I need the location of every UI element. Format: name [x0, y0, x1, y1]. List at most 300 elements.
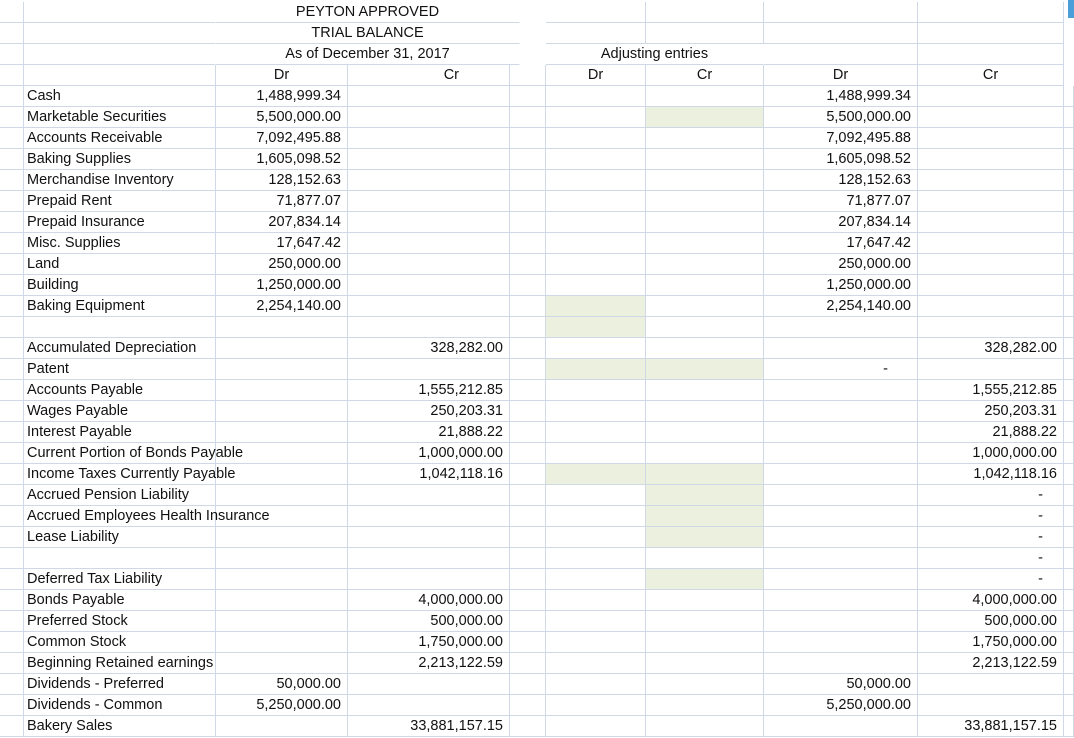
account-name-cell[interactable]: Interest Payable: [24, 422, 216, 443]
atb-cr-cell[interactable]: [918, 86, 1064, 107]
adj-cr-header[interactable]: Cr: [646, 65, 764, 86]
tb-dr-cell[interactable]: [216, 338, 348, 359]
report-date[interactable]: As of December 31, 2017: [216, 44, 520, 65]
tb-dr-cell[interactable]: 1,250,000.00: [216, 275, 348, 296]
adj-dr-cell[interactable]: [546, 170, 646, 191]
atb-dr-cell[interactable]: 1,605,098.52: [764, 149, 918, 170]
account-name-cell[interactable]: [24, 317, 216, 338]
atb-dr-cell[interactable]: 5,500,000.00: [764, 107, 918, 128]
adj-cr-cell[interactable]: [646, 548, 764, 569]
tb-cr-cell[interactable]: [348, 86, 510, 107]
adj-dr-cell[interactable]: [546, 380, 646, 401]
grid-cell[interactable]: [0, 107, 24, 128]
account-name-cell[interactable]: Patent: [24, 359, 216, 380]
grid-cell[interactable]: [0, 611, 24, 632]
grid-cell[interactable]: [1064, 611, 1074, 632]
atb-dr-cell[interactable]: [764, 548, 918, 569]
grid-cell[interactable]: [510, 170, 546, 191]
grid-cell[interactable]: [510, 191, 546, 212]
grid-cell[interactable]: [0, 149, 24, 170]
atb-dr-cell[interactable]: [764, 527, 918, 548]
adj-dr-cell[interactable]: [546, 191, 646, 212]
adj-cr-cell[interactable]: [646, 401, 764, 422]
grid-cell[interactable]: [0, 674, 24, 695]
atb-dr-cell[interactable]: [764, 401, 918, 422]
tb-dr-cell[interactable]: [216, 632, 348, 653]
tb-dr-cell[interactable]: 17,647.42: [216, 233, 348, 254]
account-name-cell[interactable]: Baking Supplies: [24, 149, 216, 170]
account-name-cell[interactable]: Dividends - Preferred: [24, 674, 216, 695]
grid-cell[interactable]: [1064, 338, 1074, 359]
atb-cr-cell[interactable]: [918, 233, 1064, 254]
grid-cell[interactable]: [1064, 632, 1074, 653]
grid-cell[interactable]: [1064, 191, 1074, 212]
adj-dr-cell[interactable]: [546, 695, 646, 716]
grid-cell[interactable]: [1064, 212, 1074, 233]
grid-cell[interactable]: [510, 485, 546, 506]
tb-dr-cell[interactable]: 128,152.63: [216, 170, 348, 191]
account-name-cell[interactable]: Income Taxes Currently Payable: [24, 464, 216, 485]
account-name-cell[interactable]: Merchandise Inventory: [24, 170, 216, 191]
grid-cell[interactable]: [0, 695, 24, 716]
atb-dr-cell[interactable]: [764, 569, 918, 590]
adj-dr-cell[interactable]: [546, 443, 646, 464]
adj-dr-cell[interactable]: [546, 716, 646, 737]
atb-cr-cell[interactable]: 4,000,000.00: [918, 590, 1064, 611]
account-name-cell[interactable]: Preferred Stock: [24, 611, 216, 632]
tb-cr-cell[interactable]: 4,000,000.00: [348, 590, 510, 611]
adj-dr-cell[interactable]: [546, 653, 646, 674]
adj-dr-cell[interactable]: [546, 464, 646, 485]
account-name-cell[interactable]: [24, 548, 216, 569]
atb-dr-cell[interactable]: 50,000.00: [764, 674, 918, 695]
grid-cell[interactable]: [0, 212, 24, 233]
tb-cr-cell[interactable]: [348, 569, 510, 590]
tb-cr-cell[interactable]: 33,881,157.15: [348, 716, 510, 737]
atb-dr-cell[interactable]: 1,250,000.00: [764, 275, 918, 296]
account-name-cell[interactable]: Cash: [24, 86, 216, 107]
atb-dr-cell[interactable]: [764, 590, 918, 611]
tb-cr-cell[interactable]: [348, 212, 510, 233]
atb-dr-cell[interactable]: [764, 485, 918, 506]
adj-cr-cell[interactable]: [646, 590, 764, 611]
grid-cell[interactable]: [0, 443, 24, 464]
atb-dr-cell[interactable]: 7,092,495.88: [764, 128, 918, 149]
grid-cell[interactable]: [0, 170, 24, 191]
tb-dr-cell[interactable]: [216, 401, 348, 422]
adj-dr-cell[interactable]: [546, 401, 646, 422]
grid-cell[interactable]: [510, 338, 546, 359]
tb-cr-cell[interactable]: 2,213,122.59: [348, 653, 510, 674]
tb-cr-cell[interactable]: 1,000,000.00: [348, 443, 510, 464]
adj-cr-cell[interactable]: [646, 653, 764, 674]
atb-cr-cell[interactable]: [918, 674, 1064, 695]
adj-cr-cell[interactable]: [646, 107, 764, 128]
adj-cr-cell[interactable]: [646, 506, 764, 527]
tb-cr-cell[interactable]: [348, 317, 510, 338]
atb-cr-cell[interactable]: 328,282.00: [918, 338, 1064, 359]
tb-cr-cell[interactable]: 328,282.00: [348, 338, 510, 359]
adj-dr-cell[interactable]: [546, 254, 646, 275]
grid-cell[interactable]: [0, 527, 24, 548]
grid-cell[interactable]: [510, 569, 546, 590]
tb-dr-cell[interactable]: [216, 359, 348, 380]
tb-dr-cell[interactable]: [216, 422, 348, 443]
tb-dr-cell[interactable]: [216, 380, 348, 401]
adj-cr-cell[interactable]: [646, 170, 764, 191]
grid-cell[interactable]: [0, 548, 24, 569]
tb-dr-cell[interactable]: 5,250,000.00: [216, 695, 348, 716]
account-name-cell[interactable]: Current Portion of Bonds Payable: [24, 443, 216, 464]
grid-cell[interactable]: [1064, 590, 1074, 611]
adj-cr-cell[interactable]: [646, 254, 764, 275]
grid-cell[interactable]: [510, 590, 546, 611]
grid-cell[interactable]: [510, 506, 546, 527]
tb-cr-header[interactable]: Cr: [348, 65, 510, 86]
grid-cell[interactable]: [1064, 86, 1074, 107]
account-name-cell[interactable]: Accounts Payable: [24, 380, 216, 401]
tb-cr-cell[interactable]: 21,888.22: [348, 422, 510, 443]
adj-dr-cell[interactable]: [546, 569, 646, 590]
adj-cr-cell[interactable]: [646, 464, 764, 485]
grid-cell[interactable]: [1064, 170, 1074, 191]
tb-dr-cell[interactable]: 50,000.00: [216, 674, 348, 695]
tb-dr-cell[interactable]: [216, 653, 348, 674]
adjusting-entries-header[interactable]: Adjusting entries: [546, 44, 764, 65]
adj-dr-cell[interactable]: [546, 359, 646, 380]
adj-dr-cell[interactable]: [546, 611, 646, 632]
grid-cell[interactable]: [0, 590, 24, 611]
atb-dr-cell[interactable]: 128,152.63: [764, 170, 918, 191]
adj-cr-cell[interactable]: [646, 149, 764, 170]
grid-cell[interactable]: [24, 65, 216, 86]
grid-cell[interactable]: [1064, 443, 1074, 464]
tb-cr-cell[interactable]: [348, 485, 510, 506]
tb-cr-cell[interactable]: 250,203.31: [348, 401, 510, 422]
adj-dr-cell[interactable]: [546, 275, 646, 296]
atb-cr-cell[interactable]: 21,888.22: [918, 422, 1064, 443]
tb-dr-cell[interactable]: 250,000.00: [216, 254, 348, 275]
grid-cell[interactable]: [1064, 653, 1074, 674]
atb-dr-cell[interactable]: [764, 506, 918, 527]
grid-cell[interactable]: [510, 380, 546, 401]
grid-cell[interactable]: [0, 2, 24, 23]
grid-cell[interactable]: [24, 23, 216, 44]
grid-cell[interactable]: [510, 674, 546, 695]
atb-cr-cell[interactable]: -: [918, 485, 1064, 506]
account-name-cell[interactable]: Marketable Securities: [24, 107, 216, 128]
grid-cell[interactable]: [918, 2, 1064, 23]
atb-dr-cell[interactable]: [764, 443, 918, 464]
tb-cr-cell[interactable]: [348, 296, 510, 317]
grid-cell[interactable]: [510, 128, 546, 149]
atb-cr-cell[interactable]: 33,881,157.15: [918, 716, 1064, 737]
grid-cell[interactable]: [1064, 569, 1074, 590]
grid-cell[interactable]: [0, 401, 24, 422]
adj-cr-cell[interactable]: [646, 86, 764, 107]
atb-cr-cell[interactable]: [918, 317, 1064, 338]
grid-cell[interactable]: [1064, 107, 1074, 128]
atb-dr-cell[interactable]: [764, 653, 918, 674]
grid-cell[interactable]: [1064, 485, 1074, 506]
grid-cell[interactable]: [510, 317, 546, 338]
adj-dr-cell[interactable]: [546, 548, 646, 569]
grid-cell[interactable]: [646, 23, 764, 44]
atb-cr-cell[interactable]: [918, 695, 1064, 716]
grid-cell[interactable]: [510, 275, 546, 296]
grid-cell[interactable]: [0, 380, 24, 401]
adj-cr-cell[interactable]: [646, 338, 764, 359]
grid-cell[interactable]: [0, 317, 24, 338]
grid-cell[interactable]: [510, 422, 546, 443]
grid-cell[interactable]: [0, 338, 24, 359]
account-name-cell[interactable]: Accounts Receivable: [24, 128, 216, 149]
grid-cell[interactable]: [0, 464, 24, 485]
adj-dr-cell[interactable]: [546, 86, 646, 107]
grid-cell[interactable]: [510, 548, 546, 569]
tb-cr-cell[interactable]: [348, 107, 510, 128]
tb-dr-cell[interactable]: 7,092,495.88: [216, 128, 348, 149]
grid-cell[interactable]: [1064, 674, 1074, 695]
grid-cell[interactable]: [510, 632, 546, 653]
grid-cell[interactable]: [24, 2, 216, 23]
atb-dr-cell[interactable]: [764, 317, 918, 338]
atb-dr-cell[interactable]: 207,834.14: [764, 212, 918, 233]
grid-cell[interactable]: [0, 485, 24, 506]
account-name-cell[interactable]: Prepaid Insurance: [24, 212, 216, 233]
grid-cell[interactable]: [1064, 422, 1074, 443]
grid-cell[interactable]: [918, 44, 1064, 65]
adj-dr-cell[interactable]: [546, 212, 646, 233]
adj-dr-cell[interactable]: [546, 317, 646, 338]
tb-cr-cell[interactable]: 1,555,212.85: [348, 380, 510, 401]
grid-cell[interactable]: [1064, 359, 1074, 380]
atb-cr-header[interactable]: Cr: [918, 65, 1064, 86]
account-name-cell[interactable]: Misc. Supplies: [24, 233, 216, 254]
grid-cell[interactable]: [1064, 716, 1074, 737]
adj-dr-cell[interactable]: [546, 527, 646, 548]
atb-dr-cell[interactable]: 71,877.07: [764, 191, 918, 212]
account-name-cell[interactable]: Beginning Retained earnings: [24, 653, 216, 674]
atb-cr-cell[interactable]: [918, 296, 1064, 317]
atb-cr-cell[interactable]: 250,203.31: [918, 401, 1064, 422]
grid-cell[interactable]: [510, 296, 546, 317]
adj-dr-cell[interactable]: [546, 422, 646, 443]
grid-cell[interactable]: [0, 191, 24, 212]
tb-cr-cell[interactable]: [348, 275, 510, 296]
grid-cell[interactable]: [546, 2, 646, 23]
grid-cell[interactable]: [0, 569, 24, 590]
atb-dr-cell[interactable]: [764, 632, 918, 653]
adj-cr-cell[interactable]: [646, 716, 764, 737]
company-title[interactable]: PEYTON APPROVED: [216, 2, 520, 23]
account-name-cell[interactable]: Deferred Tax Liability: [24, 569, 216, 590]
atb-cr-cell[interactable]: -: [918, 548, 1064, 569]
account-name-cell[interactable]: Accumulated Depreciation: [24, 338, 216, 359]
grid-cell[interactable]: [1064, 527, 1074, 548]
atb-cr-cell[interactable]: [918, 149, 1064, 170]
adj-dr-cell[interactable]: [546, 674, 646, 695]
adj-dr-cell[interactable]: [546, 506, 646, 527]
grid-cell[interactable]: [0, 632, 24, 653]
tb-dr-cell[interactable]: [216, 317, 348, 338]
grid-cell[interactable]: [0, 296, 24, 317]
tb-dr-cell[interactable]: 71,877.07: [216, 191, 348, 212]
grid-cell[interactable]: [510, 86, 546, 107]
atb-dr-cell[interactable]: [764, 422, 918, 443]
adj-cr-cell[interactable]: [646, 191, 764, 212]
tb-dr-header[interactable]: Dr: [216, 65, 348, 86]
atb-cr-cell[interactable]: -: [918, 506, 1064, 527]
atb-cr-cell[interactable]: [918, 191, 1064, 212]
grid-cell[interactable]: [510, 254, 546, 275]
adj-cr-cell[interactable]: [646, 485, 764, 506]
adj-dr-cell[interactable]: [546, 338, 646, 359]
atb-dr-cell[interactable]: [764, 464, 918, 485]
adj-cr-cell[interactable]: [646, 569, 764, 590]
grid-cell[interactable]: [0, 128, 24, 149]
grid-cell[interactable]: [1064, 296, 1074, 317]
atb-cr-cell[interactable]: [918, 107, 1064, 128]
grid-cell[interactable]: [510, 359, 546, 380]
grid-cell[interactable]: [546, 23, 646, 44]
grid-cell[interactable]: [1064, 548, 1074, 569]
adj-cr-cell[interactable]: [646, 380, 764, 401]
grid-cell[interactable]: [0, 653, 24, 674]
grid-cell[interactable]: [1064, 233, 1074, 254]
grid-cell[interactable]: [764, 2, 918, 23]
tb-dr-cell[interactable]: [216, 569, 348, 590]
atb-cr-cell[interactable]: 1,042,118.16: [918, 464, 1064, 485]
grid-cell[interactable]: [510, 65, 546, 86]
grid-cell[interactable]: [764, 44, 918, 65]
tb-cr-cell[interactable]: [348, 695, 510, 716]
grid-cell[interactable]: [1064, 128, 1074, 149]
account-name-cell[interactable]: Baking Equipment: [24, 296, 216, 317]
adj-cr-cell[interactable]: [646, 317, 764, 338]
grid-cell[interactable]: [510, 107, 546, 128]
tb-cr-cell[interactable]: [348, 527, 510, 548]
atb-cr-cell[interactable]: [918, 254, 1064, 275]
atb-dr-cell[interactable]: [764, 380, 918, 401]
grid-cell[interactable]: [1064, 401, 1074, 422]
account-name-cell[interactable]: Building: [24, 275, 216, 296]
atb-cr-cell[interactable]: [918, 359, 1064, 380]
grid-cell[interactable]: [510, 443, 546, 464]
grid-cell[interactable]: [510, 527, 546, 548]
tb-dr-cell[interactable]: [216, 548, 348, 569]
adj-dr-cell[interactable]: [546, 632, 646, 653]
adj-cr-cell[interactable]: [646, 443, 764, 464]
tb-dr-cell[interactable]: [216, 611, 348, 632]
tb-cr-cell[interactable]: [348, 170, 510, 191]
tb-dr-cell[interactable]: [216, 464, 348, 485]
grid-cell[interactable]: [0, 506, 24, 527]
account-name-cell[interactable]: Bonds Payable: [24, 590, 216, 611]
tb-cr-cell[interactable]: [348, 506, 510, 527]
grid-cell[interactable]: [510, 695, 546, 716]
grid-cell[interactable]: [1064, 506, 1074, 527]
tb-dr-cell[interactable]: [216, 527, 348, 548]
grid-cell[interactable]: [1064, 464, 1074, 485]
grid-cell[interactable]: [0, 86, 24, 107]
adj-cr-cell[interactable]: [646, 212, 764, 233]
atb-dr-cell[interactable]: -: [764, 359, 918, 380]
tb-cr-cell[interactable]: [348, 674, 510, 695]
grid-cell[interactable]: [0, 44, 24, 65]
grid-cell[interactable]: [510, 212, 546, 233]
grid-cell[interactable]: [510, 149, 546, 170]
grid-cell[interactable]: [918, 23, 1064, 44]
adj-dr-cell[interactable]: [546, 149, 646, 170]
atb-cr-cell[interactable]: -: [918, 527, 1064, 548]
atb-dr-cell[interactable]: [764, 716, 918, 737]
tb-cr-cell[interactable]: [348, 359, 510, 380]
account-name-cell[interactable]: Wages Payable: [24, 401, 216, 422]
grid-cell[interactable]: [1064, 149, 1074, 170]
account-name-cell[interactable]: Accrued Employees Health Insurance: [24, 506, 216, 527]
atb-dr-header[interactable]: Dr: [764, 65, 918, 86]
tb-cr-cell[interactable]: [348, 548, 510, 569]
grid-cell[interactable]: [510, 716, 546, 737]
account-name-cell[interactable]: Dividends - Common: [24, 695, 216, 716]
grid-cell[interactable]: [764, 23, 918, 44]
atb-cr-cell[interactable]: [918, 212, 1064, 233]
grid-cell[interactable]: [24, 44, 216, 65]
tb-cr-cell[interactable]: [348, 128, 510, 149]
adj-cr-cell[interactable]: [646, 296, 764, 317]
adj-cr-cell[interactable]: [646, 674, 764, 695]
atb-cr-cell[interactable]: 2,213,122.59: [918, 653, 1064, 674]
tb-dr-cell[interactable]: 1,605,098.52: [216, 149, 348, 170]
tb-cr-cell[interactable]: [348, 233, 510, 254]
report-title[interactable]: TRIAL BALANCE: [216, 23, 520, 44]
atb-dr-cell[interactable]: 1,488,999.34: [764, 86, 918, 107]
adj-dr-cell[interactable]: [546, 233, 646, 254]
grid-cell[interactable]: [510, 611, 546, 632]
grid-cell[interactable]: [1064, 254, 1074, 275]
tb-cr-cell[interactable]: [348, 149, 510, 170]
atb-cr-cell[interactable]: 1,000,000.00: [918, 443, 1064, 464]
grid-cell[interactable]: [0, 422, 24, 443]
tb-dr-cell[interactable]: 5,500,000.00: [216, 107, 348, 128]
account-name-cell[interactable]: Lease Liability: [24, 527, 216, 548]
atb-cr-cell[interactable]: [918, 275, 1064, 296]
tb-dr-cell[interactable]: 2,254,140.00: [216, 296, 348, 317]
atb-cr-cell[interactable]: 500,000.00: [918, 611, 1064, 632]
adj-dr-cell[interactable]: [546, 128, 646, 149]
adj-dr-cell[interactable]: [546, 107, 646, 128]
adj-dr-header[interactable]: Dr: [546, 65, 646, 86]
grid-cell[interactable]: [0, 254, 24, 275]
atb-dr-cell[interactable]: 17,647.42: [764, 233, 918, 254]
tb-dr-cell[interactable]: 1,488,999.34: [216, 86, 348, 107]
adj-dr-cell[interactable]: [546, 590, 646, 611]
tb-dr-cell[interactable]: [216, 485, 348, 506]
adj-cr-cell[interactable]: [646, 275, 764, 296]
account-name-cell[interactable]: Common Stock: [24, 632, 216, 653]
atb-cr-cell[interactable]: [918, 170, 1064, 191]
account-name-cell[interactable]: Prepaid Rent: [24, 191, 216, 212]
grid-cell[interactable]: [0, 23, 24, 44]
atb-dr-cell[interactable]: [764, 611, 918, 632]
grid-cell[interactable]: [1064, 380, 1074, 401]
grid-cell[interactable]: [1064, 317, 1074, 338]
adj-dr-cell[interactable]: [546, 485, 646, 506]
grid-cell[interactable]: [510, 401, 546, 422]
adj-cr-cell[interactable]: [646, 422, 764, 443]
adj-cr-cell[interactable]: [646, 233, 764, 254]
